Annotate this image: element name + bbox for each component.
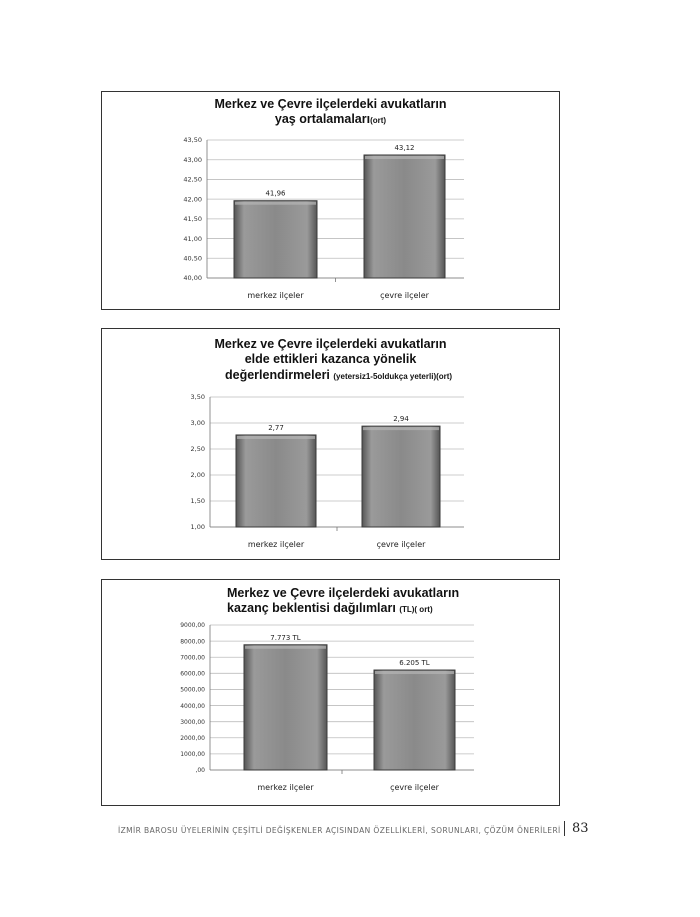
x-category-label: merkez ilçeler — [247, 540, 305, 549]
y-tick-label: 2000,00 — [180, 734, 205, 742]
bar-highlight — [375, 671, 454, 674]
page-number: 83 — [564, 821, 589, 836]
y-tick-label: 3,50 — [190, 393, 205, 402]
y-tick-label: 2,50 — [190, 445, 205, 454]
y-tick-label: 9000,00 — [180, 622, 205, 630]
chart-title-line: Merkez ve Çevre ilçelerdeki avukatların — [214, 97, 447, 111]
y-tick-label: 6000,00 — [180, 670, 205, 678]
y-tick-label: 1,00 — [190, 523, 205, 532]
data-label: 43,12 — [394, 143, 415, 152]
bar-chart-income-evaluation — [102, 329, 559, 559]
bar-chart-income-expectation — [102, 580, 559, 805]
bar-highlight — [363, 427, 439, 430]
y-tick-label: 2,00 — [190, 471, 205, 480]
data-label: 2,94 — [393, 415, 409, 424]
chart-panel-income-evaluation — [101, 328, 560, 560]
x-category-label: çevre ilçeler — [380, 291, 429, 300]
y-tick-label: 7000,00 — [180, 654, 205, 662]
bar — [236, 435, 316, 527]
bar-highlight — [245, 646, 326, 649]
chart-title-line: elde ettikleri kazanca yönelik — [244, 352, 417, 367]
data-label: 7.773 TL — [270, 633, 301, 642]
x-category-label: merkez ilçeler — [257, 783, 314, 792]
x-category-label: merkez ilçeler — [247, 291, 304, 300]
data-label: 6.205 TL — [399, 659, 430, 668]
y-tick-label: 3000,00 — [180, 718, 205, 726]
y-tick-label: 41,50 — [183, 215, 202, 224]
y-tick-label: 41,00 — [183, 234, 202, 243]
bar-highlight — [365, 156, 444, 159]
y-tick-label: 1000,00 — [180, 751, 205, 759]
chart-title-line: yaş ortalamaları(ort) — [274, 112, 387, 127]
chart-title-suffix: (ort) — [370, 116, 387, 126]
chart-title-suffix: (yetersiz1-5oldukça yeterli)(ort) — [333, 371, 453, 381]
chart-title-line: Merkez ve Çevre ilçelerdeki avukatların — [227, 586, 460, 600]
bar-highlight — [237, 436, 315, 439]
data-label: 41,96 — [265, 189, 286, 198]
chart-title-line: değerlendirmeleri (yetersiz1-5oldukça yeterli)(ort) — [225, 367, 453, 382]
y-tick-label: 40,50 — [183, 254, 202, 263]
y-tick-label: 42,50 — [183, 175, 202, 184]
y-tick-label: 43,00 — [183, 155, 202, 164]
bar — [374, 670, 455, 770]
y-tick-label: 4000,00 — [180, 702, 205, 710]
bar-highlight — [235, 202, 316, 205]
page-footer: İZMİR BAROSU ÜYELERİNİN ÇEŞİTLİ DEĞİŞKENLER AÇISINDAN ÖZELLİKLERİ, SORUNLARI, ÇÖZÜM ÖNERİLERİ — [118, 826, 561, 835]
y-tick-label: ,00 — [195, 767, 205, 775]
y-tick-label: 42,00 — [183, 195, 202, 204]
bar — [364, 155, 445, 278]
x-category-label: çevre ilçeler — [376, 540, 426, 549]
chart-panel-income-expectation — [101, 579, 560, 806]
bar — [362, 426, 440, 527]
y-tick-label: 40,00 — [183, 274, 202, 283]
y-tick-label: 5000,00 — [180, 686, 205, 694]
chart-title-suffix: (TL)( ort) — [399, 605, 433, 615]
chart-title-line: kazanç beklentisi dağılımları (TL)( ort) — [227, 601, 433, 616]
y-tick-label: 8000,00 — [180, 638, 205, 646]
y-tick-label: 3,00 — [190, 419, 205, 428]
y-tick-label: 43,50 — [183, 136, 202, 145]
y-tick-label: 1,50 — [190, 497, 205, 506]
chart-panel-age — [101, 91, 560, 310]
bar-chart-age — [102, 92, 559, 309]
chart-title-line: Merkez ve Çevre ilçelerdeki avukatların — [214, 337, 447, 351]
bar — [234, 201, 317, 278]
x-category-label: çevre ilçeler — [390, 783, 439, 792]
data-label: 2,77 — [268, 423, 284, 432]
bar — [244, 645, 327, 770]
